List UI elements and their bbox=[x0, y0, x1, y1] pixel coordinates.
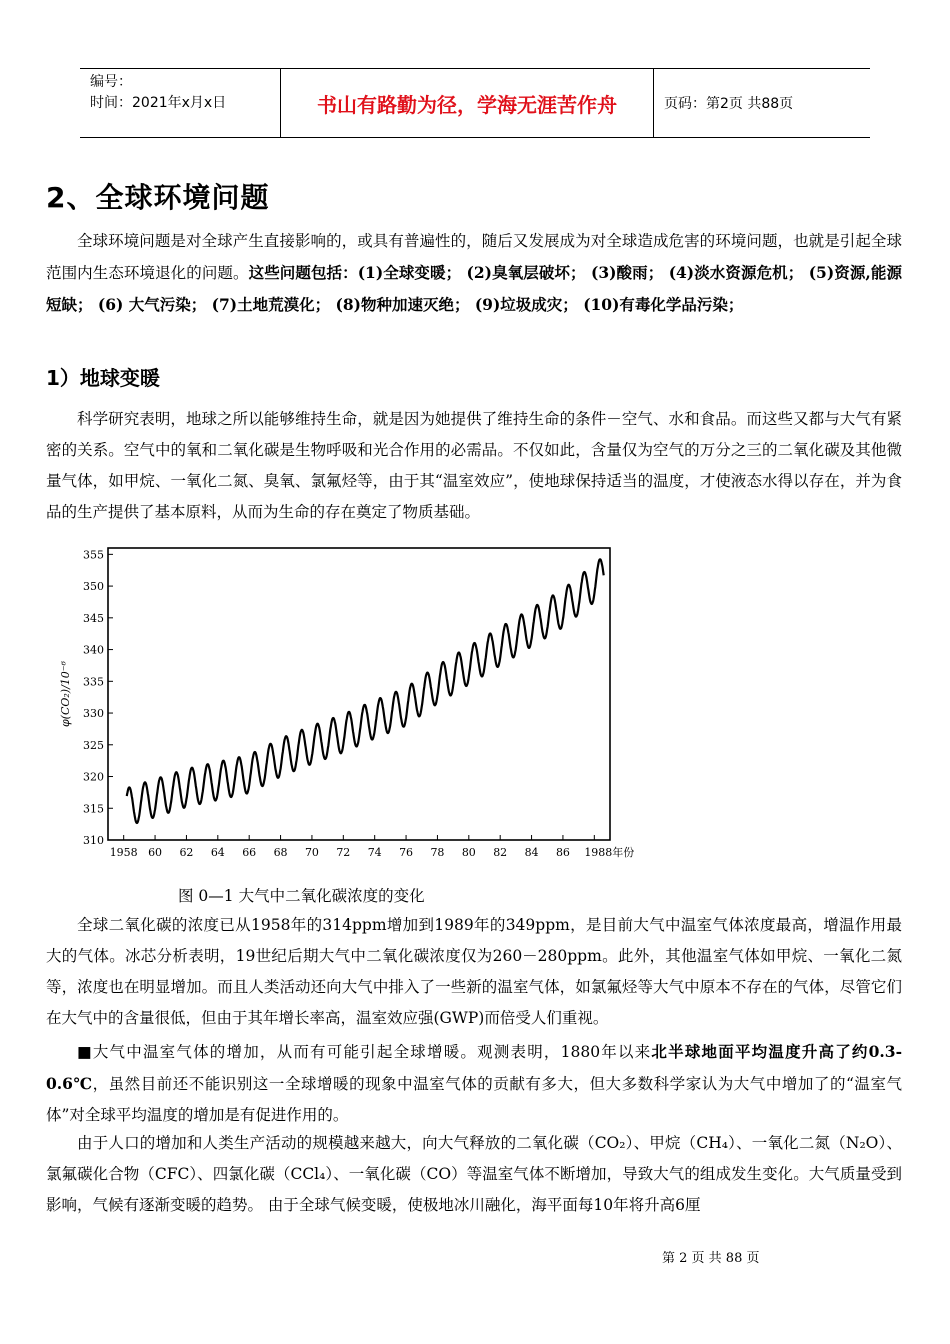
y-tick-label: 315 bbox=[83, 802, 104, 816]
warming-text-pre: ■大气中温室气体的增加，从而有可能引起全球增暖。观测表明，1880年以来 bbox=[77, 1043, 652, 1061]
section-title: 2、全球环境问题 bbox=[46, 181, 270, 214]
co2-series-line bbox=[127, 559, 604, 823]
date-label: 时间：2021年x月x日 bbox=[90, 95, 227, 111]
warming-text-bold: 北半球地面平均温度升高了约0.3-0.6℃ bbox=[46, 1042, 903, 1093]
code-label: 编号： bbox=[90, 74, 132, 90]
plot-frame bbox=[108, 548, 610, 840]
y-tick-label: 335 bbox=[83, 675, 104, 689]
header-motto: 书山有路勤为径，学海无涯苦作舟 bbox=[281, 69, 654, 137]
x-tick-label: 1988年份 bbox=[584, 846, 635, 859]
co2-chart bbox=[59, 540, 660, 880]
y-tick-label: 340 bbox=[83, 643, 104, 657]
y-tick-label: 320 bbox=[83, 770, 104, 784]
x-tick-label: 82 bbox=[493, 846, 508, 859]
y-axis-label: φ(CO₂)/10⁻⁶ bbox=[59, 660, 72, 728]
x-tick-label: 66 bbox=[242, 846, 257, 859]
y-tick-label: 310 bbox=[83, 834, 104, 847]
warming-paragraph bbox=[46, 1036, 902, 1131]
y-tick-label: 345 bbox=[83, 611, 104, 625]
x-tick-label: 80 bbox=[461, 846, 476, 859]
x-tick-label: 70 bbox=[304, 846, 319, 859]
x-tick-label: 1958 bbox=[109, 846, 138, 859]
x-tick-label: 84 bbox=[524, 846, 539, 859]
x-tick-label: 76 bbox=[399, 846, 414, 859]
warming-text-post: ，虽然目前还不能识别这一全球增暖的现象中温室气体的贡献有多大，但大多数科学家认为大气中增加了的“温室气体”对全球平均温度的增加是有促进作用的。 bbox=[46, 1075, 902, 1124]
subsection-title: 1）地球变暖 bbox=[46, 366, 160, 390]
intro-text: 全球环境问题是对全球产生直接影响的，或具有普遍性的，随后又发展成为对全球造成危害的环境问题，也就是引起全球范围内生态环境退化的问题。 bbox=[46, 232, 902, 282]
x-tick-label: 62 bbox=[179, 846, 194, 859]
header-page-label: 页码：第2页 共88页 bbox=[664, 96, 794, 112]
intro-paragraph bbox=[46, 226, 902, 321]
header-meta bbox=[80, 69, 281, 137]
x-tick-label: 64 bbox=[210, 846, 225, 859]
x-tick-label: 86 bbox=[555, 846, 570, 859]
x-tick-label: 72 bbox=[336, 846, 351, 859]
figure-caption: 图 0—1 大气中二氧化碳浓度的变化 bbox=[178, 887, 425, 905]
page-footer: 第 2 页 共 88 页 bbox=[662, 1251, 760, 1266]
intro-list: 这些问题包括：(1)全球变暖； (2)臭氧层破坏； (3)酸雨； (4)淡水资源危机； (5)资源,能源短缺； (6) 大气污染； (7)土地荒漠化； (8)物种加速灭绝； (9)垃圾成灾； (10)有毒化学品污染； bbox=[46, 263, 902, 314]
y-tick-label: 325 bbox=[83, 738, 104, 752]
population-paragraph: 由于人口的增加和人类生产活动的规模越来越大，向大气释放的二氧化碳（CO₂）、甲烷（CH₄）、一氧化二氮（N₂O）、氯氟碳化合物（CFC）、四氯化碳（CCl₄）、一氧化碳（CO）等温室气体不断增加，导致大气的组成发生变化。大气质量受到影响，气候有逐渐变暖的趋势。 由于全球气候变暖，使极地冰川融化，海平面每10年将升高6厘 bbox=[46, 1134, 902, 1214]
x-tick-label: 68 bbox=[273, 846, 288, 859]
x-tick-label: 78 bbox=[430, 846, 445, 859]
x-tick-label: 60 bbox=[148, 846, 163, 859]
y-tick-label: 350 bbox=[83, 580, 104, 594]
science-paragraph: 科学研究表明，地球之所以能够维持生命，就是因为她提供了维持生命的条件－空气、水和食品。而这些又都与大气有紧密的关系。空气中的氧和二氧化碳是生物呼吸和光合作用的必需品。不仅如此，含量仅为空气的万分之三的二氧化碳及其他微量气体，如甲烷、一氧化二氮、臭氧、氯氟烃等，由于其“温室效应”，使地球保持适当的温度，才使液态水得以存在，并为食品的生产提供了基本原料，从而为生命的存在奠定了物质基础。 bbox=[46, 410, 902, 521]
x-tick-label: 74 bbox=[367, 846, 382, 859]
y-tick-label: 330 bbox=[83, 707, 104, 721]
co2-paragraph: 全球二氧化碳的浓度已从1958年的314ppm增加到1989年的349ppm，是目前大气中温室气体浓度最高，增温作用最大的气体。冰芯分析表明，19世纪后期大气中二氧化碳浓度仅为260－280ppm。此外，其他温室气体如甲烷、一氧化二氮等，浓度也在明显增加。而且人类活动还向大气中排入了一些新的温室气体，如氯氟烃等大气中原本不存在的气体，尽管它们在大气中的含量很低，但由于其年增长率高，温室效应强(GWP)而倍受人们重视。 bbox=[46, 916, 902, 1027]
y-tick-label: 355 bbox=[83, 548, 104, 562]
page-header bbox=[80, 68, 870, 138]
